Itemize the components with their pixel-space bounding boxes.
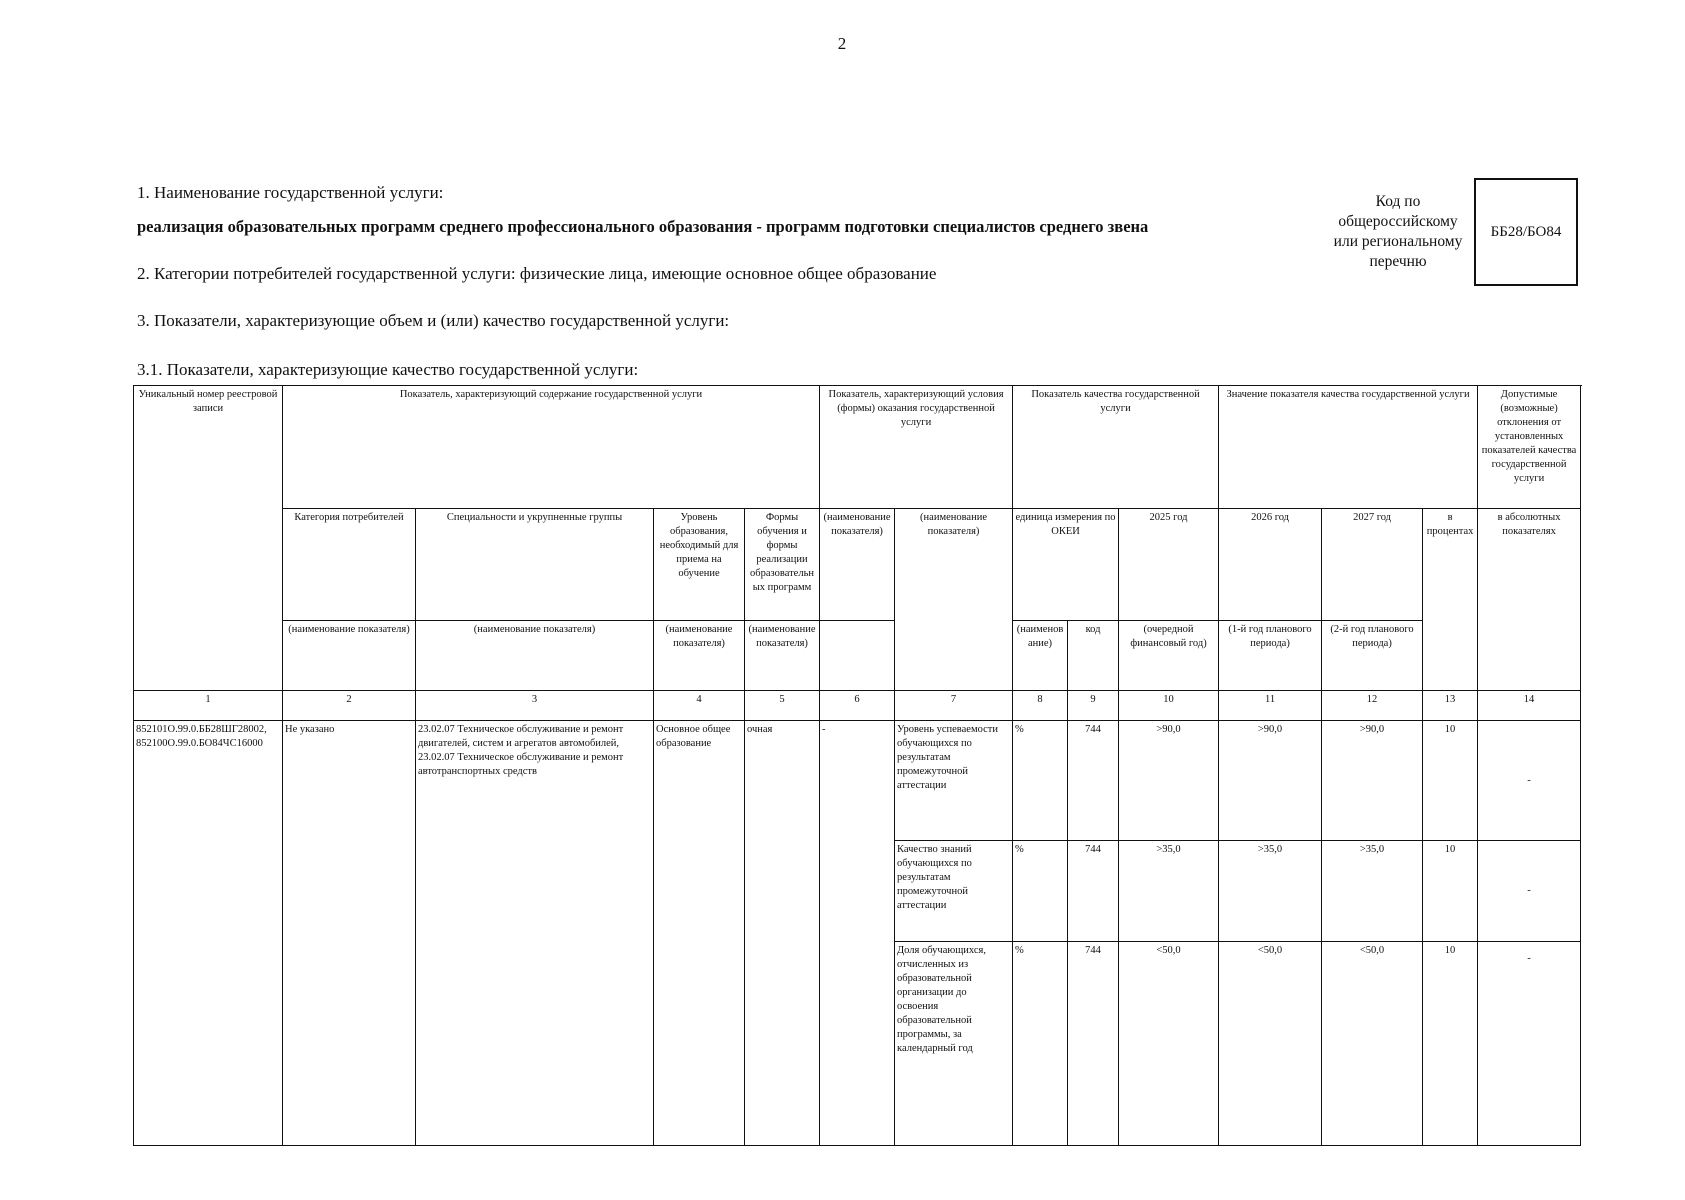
header-allowed-deviation: Допустимые (возможные) отклонения от установленных показателей качества государственной услуги xyxy=(1478,386,1581,509)
indicator-deviation-absolute: - xyxy=(1478,942,1581,1146)
indicator-deviation-absolute: - xyxy=(1478,841,1581,942)
indicator-value-2025: <50,0 xyxy=(1119,942,1219,1146)
indicator-deviation-percent: 10 xyxy=(1423,841,1478,942)
subheader-forms: Формы обучения и формы реализации образовательных программ xyxy=(745,509,820,621)
category-value: Не указано xyxy=(283,721,416,1146)
subheader-code: код xyxy=(1068,621,1119,691)
column-number: 10 xyxy=(1119,691,1219,721)
subheader-unit: единица измерения по ОКЕИ xyxy=(1013,509,1119,621)
service-name-label: 1. Наименование государственной услуги: xyxy=(137,183,444,202)
code-label-line: Код по xyxy=(1375,193,1421,210)
subheader-name-3: (наименование показателя) xyxy=(416,621,654,691)
header-indicator-value: Значение показателя качества государственной услуги xyxy=(1219,386,1478,509)
column-6-value: - xyxy=(820,721,895,1146)
indicator-deviation-percent: 10 xyxy=(1423,942,1478,1146)
level-value: Основное общее образование xyxy=(654,721,745,1146)
indicator-code: 744 xyxy=(1068,841,1119,942)
indicator-value-2025: >90,0 xyxy=(1119,721,1219,841)
subheader-percent: в процентах xyxy=(1423,509,1478,691)
column-number: 12 xyxy=(1322,691,1423,721)
code-label-line: общероссийскому xyxy=(1338,213,1458,230)
subheader-level: Уровень образования, необходимый для приема на обучение xyxy=(654,509,745,621)
column-number: 11 xyxy=(1219,691,1322,721)
indicator-unit: % xyxy=(1013,942,1068,1146)
indicator-value-2026: >90,0 xyxy=(1219,721,1322,841)
column-number: 1 xyxy=(134,691,283,721)
indicator-value-2025: >35,0 xyxy=(1119,841,1219,942)
subheader-name-7: (наименование показателя) xyxy=(895,509,1013,691)
registry-code-value: ББ28/БО84 xyxy=(1490,223,1562,240)
code-label-line: или региональному xyxy=(1333,233,1463,250)
subheader-2027: 2027 год xyxy=(1322,509,1423,621)
service-name-value: реализация образовательных программ среднего профессионального образования - программ подготовки специалистов среднего звена xyxy=(137,217,1149,236)
subheader-plan-2: (2-й год планового периода) xyxy=(1322,621,1423,691)
code-label xyxy=(1318,192,1478,272)
subheader-2025: 2025 год xyxy=(1119,509,1219,621)
subheader-absolute: в абсолютных показателях xyxy=(1478,509,1581,691)
indicator-code: 744 xyxy=(1068,721,1119,841)
column-number: 13 xyxy=(1423,691,1478,721)
indicator-unit: % xyxy=(1013,721,1068,841)
header-quality-indicator: Показатель качества государственной услуги xyxy=(1013,386,1219,509)
subheader-name-6: (наименование показателя) xyxy=(820,509,895,621)
indicator-unit: % xyxy=(1013,841,1068,942)
indicator-value-2026: >35,0 xyxy=(1219,841,1322,942)
column-number: 4 xyxy=(654,691,745,721)
subheader-specialty: Специальности и укрупненные группы xyxy=(416,509,654,621)
column-number: 5 xyxy=(745,691,820,721)
subheader-name-8: (наименование) xyxy=(1013,621,1068,691)
column-number: 8 xyxy=(1013,691,1068,721)
specialty-value: 23.02.07 Техническое обслуживание и ремонт двигателей, систем и агрегатов автомобилей, 23.02.07 Техническое обслуживание и ремонт автотранспортных средств xyxy=(416,721,654,1146)
indicator-value-2027: >90,0 xyxy=(1322,721,1423,841)
subheader-next-year: (очередной финансовый год) xyxy=(1119,621,1219,691)
indicator-name: Уровень успеваемости обучающихся по результатам промежуточной аттестации xyxy=(895,721,1013,841)
quality-indicators-heading: 3.1. Показатели, характеризующие качество государственной услуги: xyxy=(137,360,639,379)
indicator-value-2027: <50,0 xyxy=(1322,942,1423,1146)
empty-cell xyxy=(820,621,895,691)
subheader-name-5: (наименование показателя) xyxy=(745,621,820,691)
indicator-deviation-absolute: - xyxy=(1478,721,1581,841)
indicator-deviation-percent: 10 xyxy=(1423,721,1478,841)
column-numbers-row xyxy=(134,691,1581,721)
code-label-line: перечню xyxy=(1369,253,1427,270)
indicator-value-2026: <50,0 xyxy=(1219,942,1322,1146)
indicator-code: 744 xyxy=(1068,942,1119,1146)
page-number: 2 xyxy=(837,34,847,53)
indicator-name: Доля обучающихся, отчисленных из образовательной организации до освоения образовательной программы, за календарный год xyxy=(895,942,1013,1146)
column-number: 3 xyxy=(416,691,654,721)
column-number: 14 xyxy=(1478,691,1581,721)
subheader-plan-1: (1-й год планового периода) xyxy=(1219,621,1322,691)
quality-indicators-table xyxy=(133,385,1581,1146)
indicators-heading: 3. Показатели, характеризующие объем и (или) качество государственной услуги: xyxy=(137,311,730,330)
subheader-category: Категория потребителей xyxy=(283,509,416,621)
registry-code-box xyxy=(1474,178,1578,286)
header-unique-number: Уникальный номер реестровой записи xyxy=(134,386,283,691)
indicator-name: Качество знаний обучающихся по результатам промежуточной аттестации xyxy=(895,841,1013,942)
column-number: 9 xyxy=(1068,691,1119,721)
unique-number-value: 852101О.99.0.ББ28ШГ28002, 852100О.99.0.БО84ЧС16000 xyxy=(134,721,283,1146)
subheader-name-4: (наименование показателя) xyxy=(654,621,745,691)
consumer-categories: 2. Категории потребителей государственной услуги: физические лица, имеющие основное общее образование xyxy=(137,264,937,283)
form-value: очная xyxy=(745,721,820,1146)
indicator-value-2027: >35,0 xyxy=(1322,841,1423,942)
column-number: 6 xyxy=(820,691,895,721)
column-number: 7 xyxy=(895,691,1013,721)
header-conditions-indicator: Показатель, характеризующий условия (формы) оказания государственной услуги xyxy=(820,386,1013,509)
subheader-name-2: (наименование показателя) xyxy=(283,621,416,691)
column-number: 2 xyxy=(283,691,416,721)
subheader-2026: 2026 год xyxy=(1219,509,1322,621)
table-row xyxy=(134,721,1581,841)
header-content-indicator: Показатель, характеризующий содержание государственной услуги xyxy=(283,386,820,509)
